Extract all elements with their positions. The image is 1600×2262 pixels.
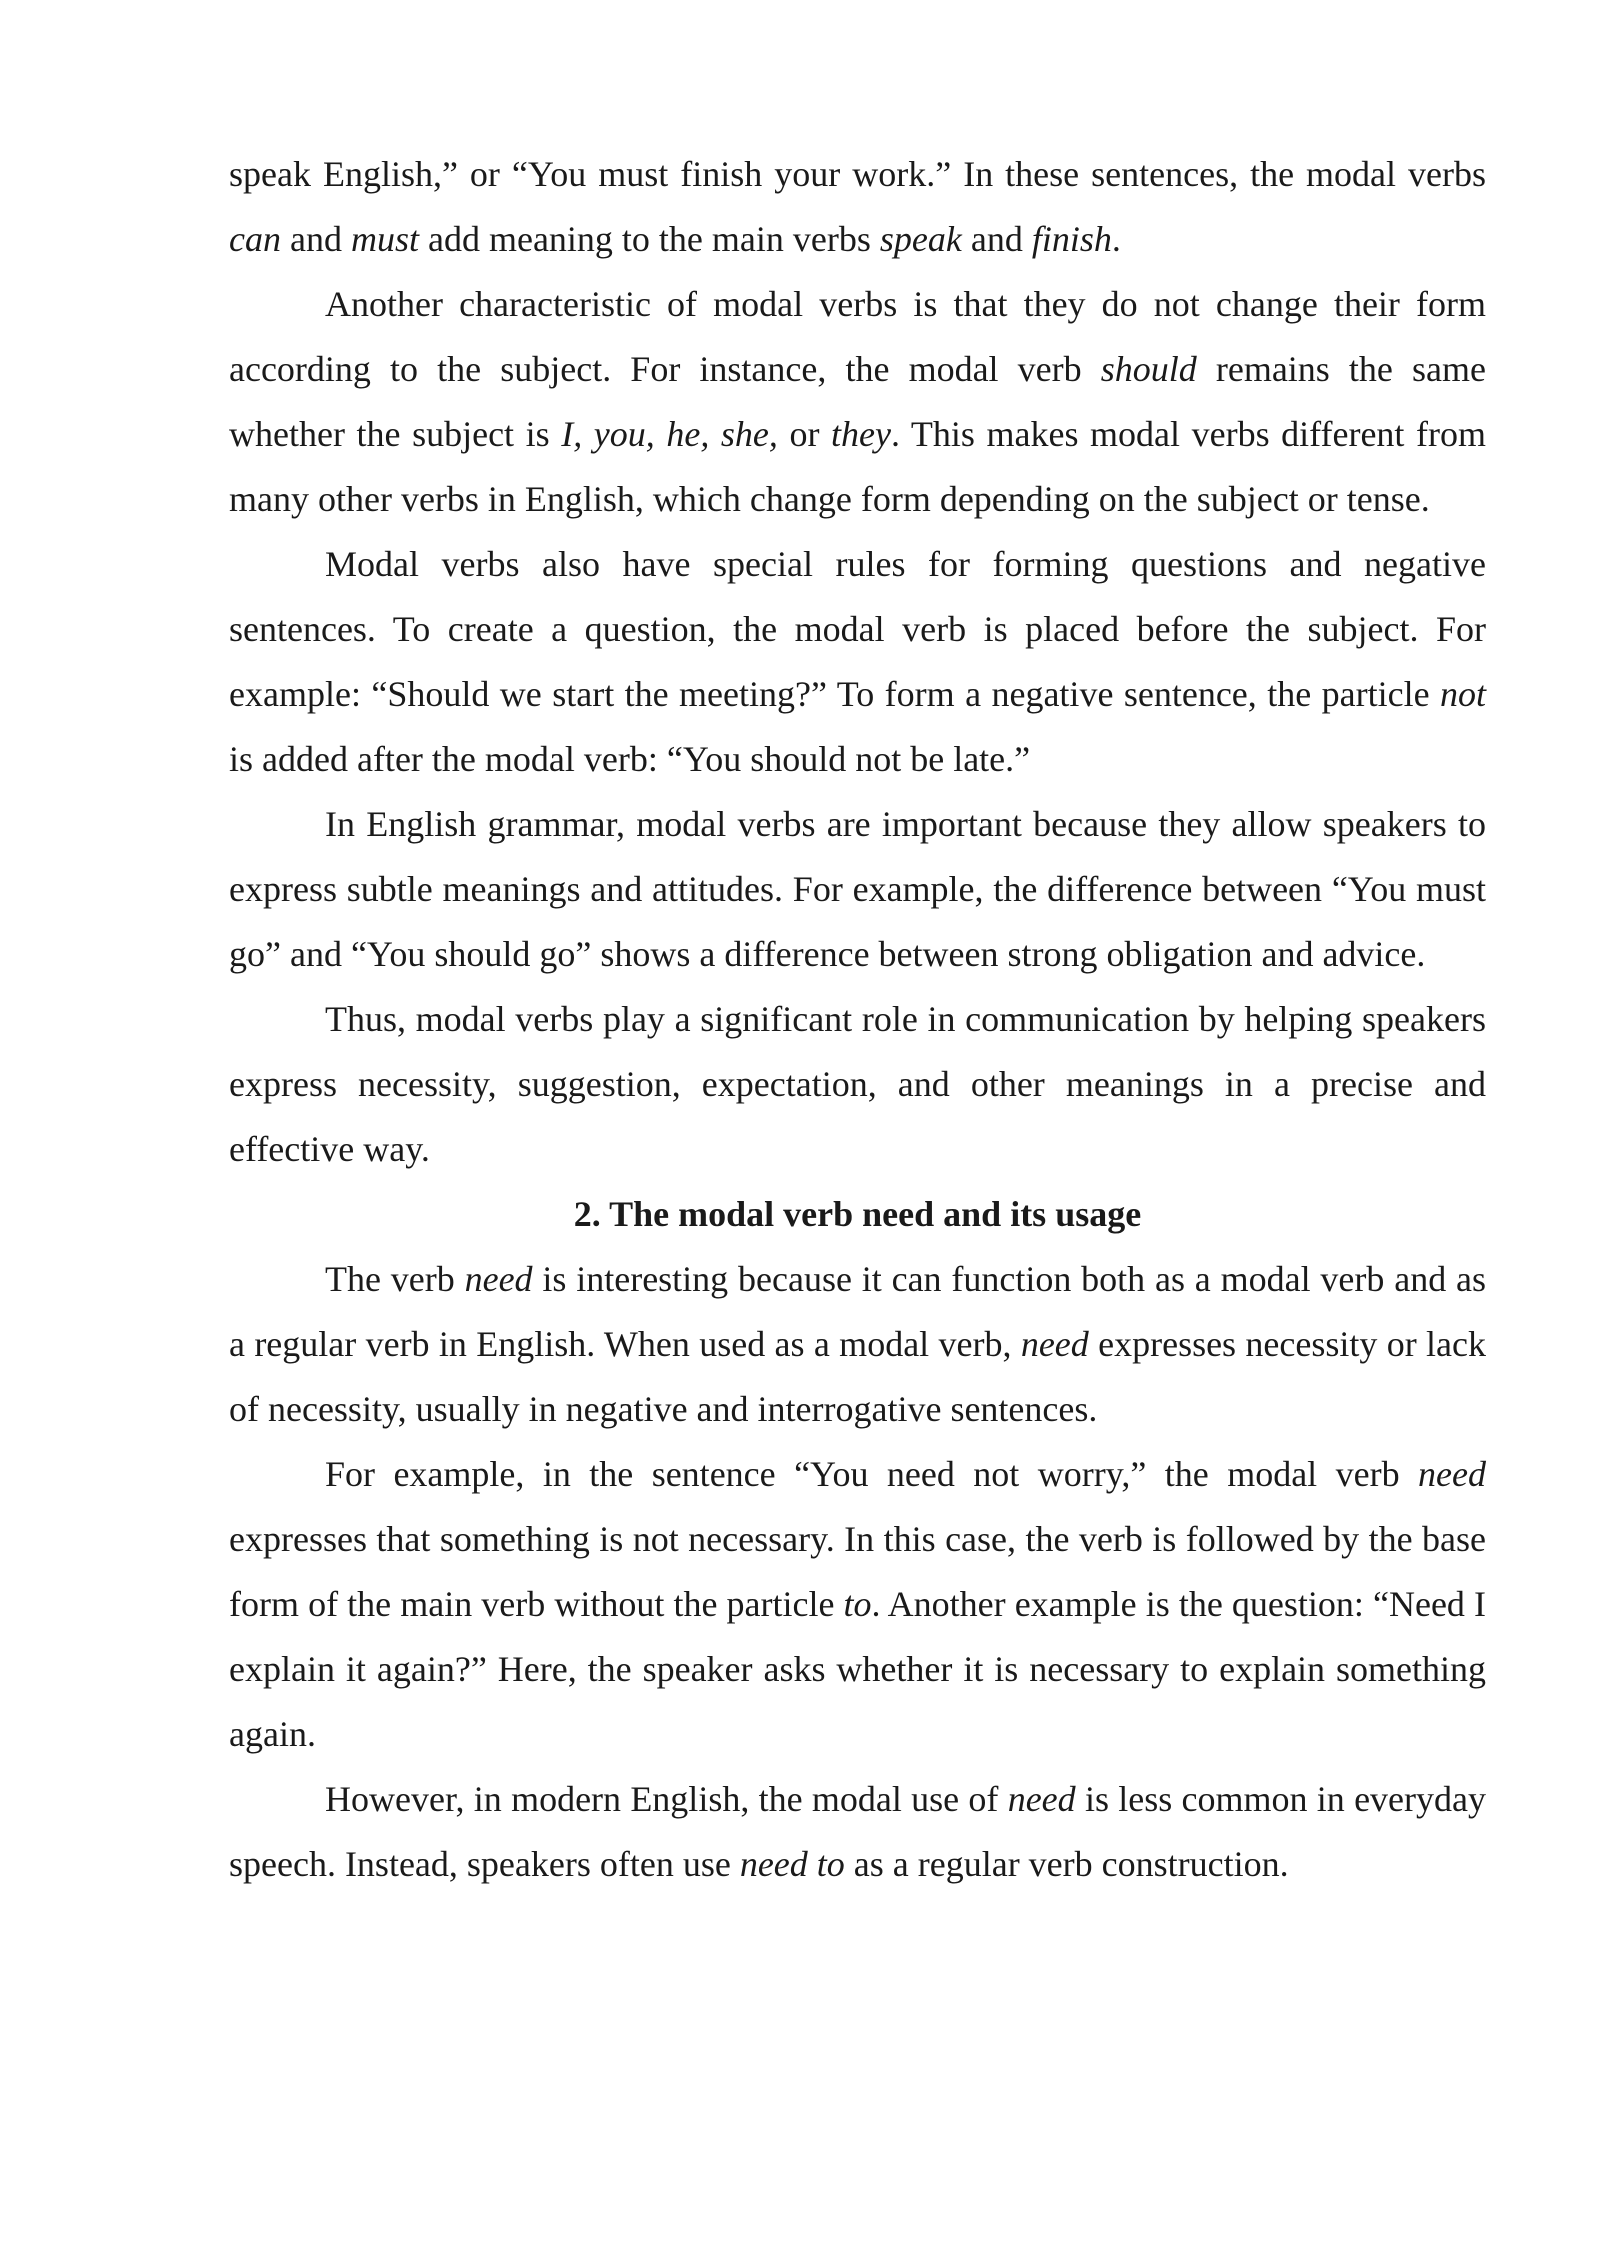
body-paragraph [229, 142, 1486, 272]
italic-term: speak [879, 219, 962, 259]
section-heading [229, 1182, 1486, 1247]
text-run: is interesting because it can function both as a modal verb and as a regular verb in English. When used as a modal verb, [229, 1259, 1487, 1364]
body-paragraph [229, 987, 1486, 1182]
text-run: expresses necessity or lack of necessity, usually in negative and interrogative sentences. [229, 1324, 1486, 1429]
text-run: Modal verbs also have special rules for forming questions and negative sentences. To create a question, the modal verb is placed before the subject. For example: “Should we start the meeting?” To form a negative sentence, the particle [229, 544, 1486, 714]
text-run: is added after the modal verb: “You should not be late.” [229, 739, 1031, 779]
italic-term: need [1418, 1454, 1486, 1494]
text-run: speak English,” or “You must finish your work.” In these sentences, the modal verbs [229, 154, 1486, 194]
text-run: remains the same whether the subject is [229, 349, 1486, 454]
italic-term: to [843, 1584, 872, 1624]
body-paragraph [229, 792, 1486, 987]
text-run: However, in modern English, the modal use of [325, 1779, 1008, 1819]
italic-term: I, you, he, she, [561, 414, 778, 454]
text-run: Another characteristic of modal verbs is that they do not change their form according to the subject. For instance, the modal verb [229, 284, 1486, 389]
italic-term: must [350, 219, 419, 259]
text-run: For example, in the sentence “You need not worry,” the modal verb [325, 1454, 1419, 1494]
text-run: is less common in everyday speech. Instead, speakers often use [229, 1779, 1486, 1884]
italic-term: should [1100, 349, 1197, 389]
text-run: Thus, modal verbs play a significant role in communication by helping speakers express necessity, suggestion, expectation, and other meanings in a precise and effective way. [229, 999, 1486, 1169]
body-paragraph [229, 1442, 1486, 1767]
text-run: and [280, 219, 351, 259]
italic-term: can [229, 219, 281, 259]
italic-term: not [1439, 674, 1486, 714]
text-run: expresses that something is not necessary. In this case, the verb is followed by the base form of the main verb without the particle [229, 1519, 1486, 1624]
body-paragraph [229, 272, 1486, 532]
body-paragraph [229, 1247, 1486, 1442]
body-paragraph [229, 1767, 1486, 1897]
text-run: 2. The modal verb need and its usage [573, 1194, 1142, 1234]
text-run: as a regular verb construction. [844, 1844, 1289, 1884]
text-run: add meaning to the main verbs [418, 219, 880, 259]
text-run: . Another example is the question: “Need I explain it again?” Here, the speaker asks whether it is necessary to explain something again. [229, 1584, 1487, 1754]
text-run: . This makes modal verbs different from many other verbs in English, which change form depending on the subject or tense. [229, 414, 1486, 519]
italic-term: need [464, 1259, 533, 1299]
document-body [229, 142, 1486, 1897]
italic-term: need [1020, 1324, 1089, 1364]
text-run: or [777, 414, 832, 454]
body-paragraph [229, 532, 1486, 792]
italic-term: finish [1031, 219, 1112, 259]
text-run: . [1111, 219, 1121, 259]
italic-term: need to [739, 1844, 845, 1884]
text-run: In English grammar, modal verbs are important because they allow speakers to express subtle meanings and attitudes. For example, the difference between “You must go” and “You should go” shows a difference between strong obligation and advice. [229, 804, 1486, 974]
text-run: The verb [325, 1259, 465, 1299]
text-run: and [961, 219, 1032, 259]
italic-term: need [1007, 1779, 1076, 1819]
italic-term: they [831, 414, 891, 454]
